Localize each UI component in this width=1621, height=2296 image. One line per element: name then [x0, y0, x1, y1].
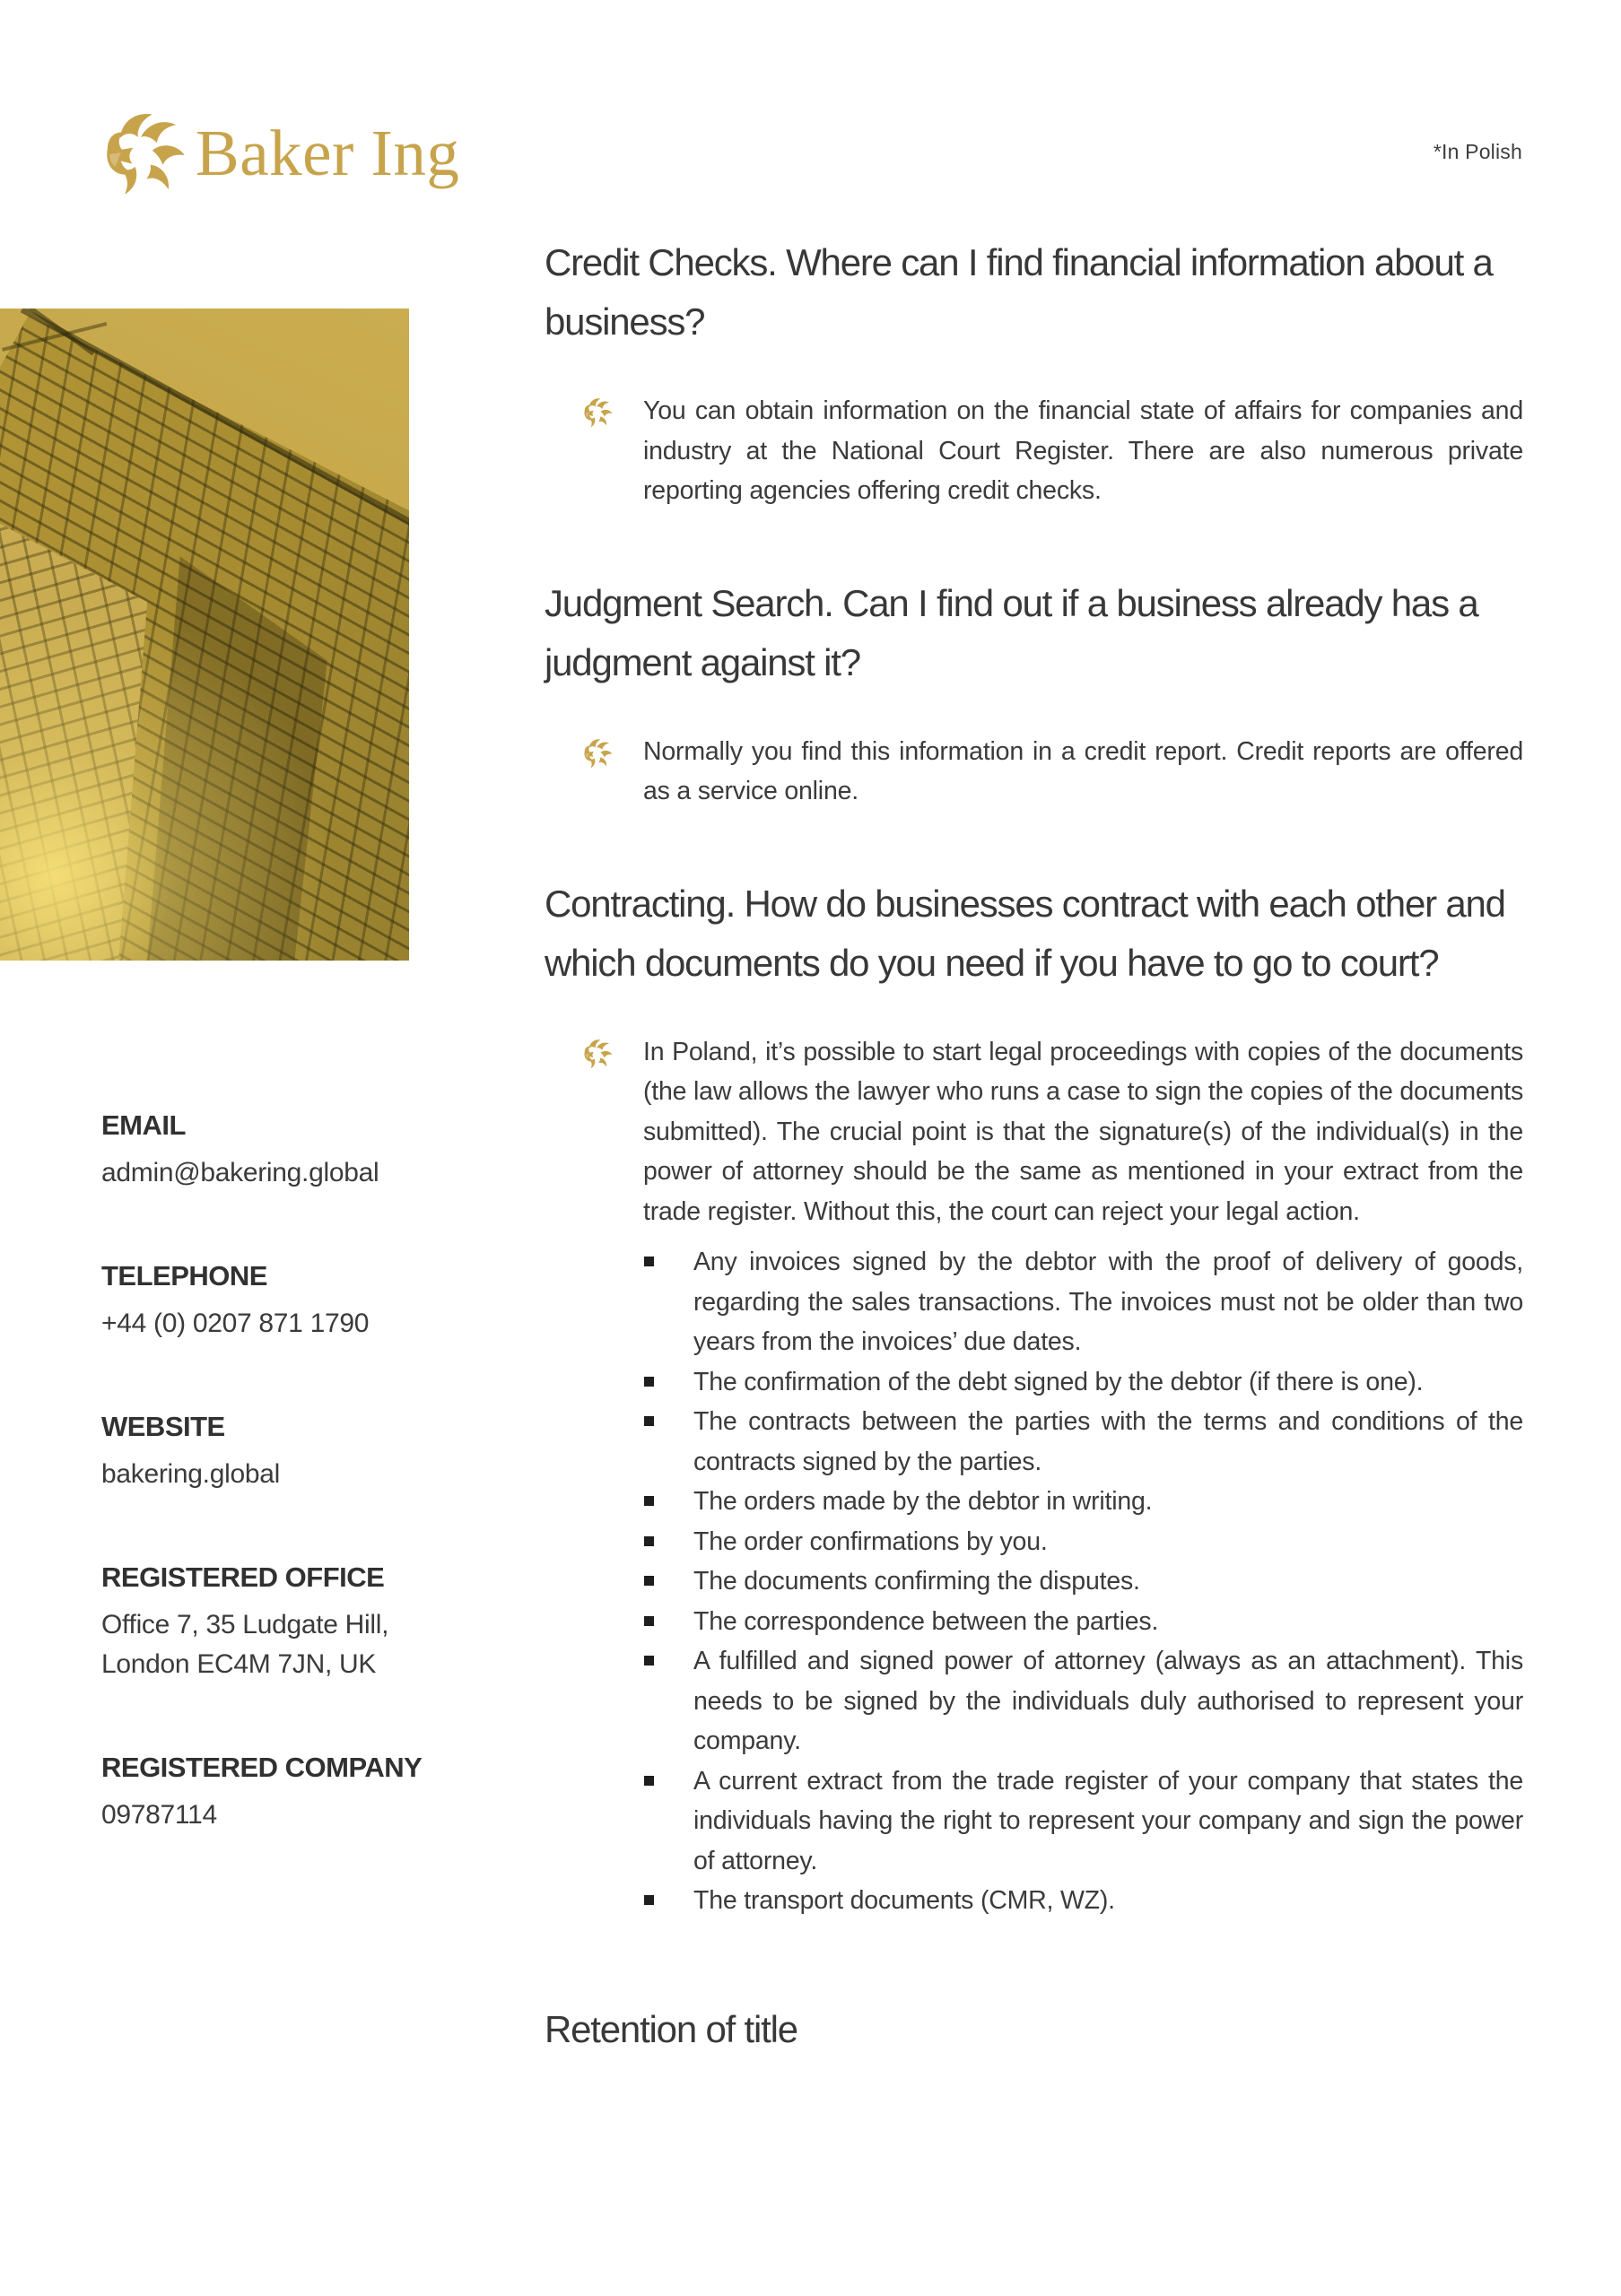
list-item: Any invoices signed by the debtor with the proof of delivery of goods, regarding the sales transactions. The invoices must not be older than two years from the invoices’ due dates. [643, 1242, 1523, 1362]
answer-text: In Poland, it’s possible to start legal proceedings with copies of the documents (the law allows the lawyer who runs a case to sign the copies of the documents submitted). The crucial point is that the signature(s) of the individual(s) in the power of attorney should be the same as mentioned in your extract from the trade register. Without this, the court can reject your legal action. [643, 1037, 1523, 1226]
lion-mark-icon [580, 736, 614, 770]
required-documents-list [545, 1242, 1523, 1921]
contact-label: WEBSITE [101, 1411, 225, 1442]
section-title-contracting: Contracting. How do businesses contract with each other and which documents do you need if you have to go to court? [545, 882, 1505, 984]
answer-text: You can obtain information on the financial state of affairs for companies and industry at the National Court Register. There are also numerous private reporting agencies offering credit checks. [643, 396, 1523, 505]
section-title-credit-checks: Credit Checks. Where can I find financial information about a business? [545, 241, 1493, 343]
answer-block [545, 1032, 1523, 1232]
list-item: The order confirmations by you. [643, 1522, 1523, 1562]
contact-office-line: London EC4M 7JN, UK [101, 1649, 377, 1679]
contact-email-value: admin@bakering.global [101, 1158, 379, 1187]
list-item: The contracts between the parties with the terms and conditions of the contracts signed by the parties. [643, 1402, 1523, 1482]
list-item: The documents confirming the disputes. [643, 1561, 1523, 1602]
contact-label: REGISTERED OFFICE [101, 1561, 385, 1593]
contact-label: EMAIL [101, 1109, 186, 1141]
contact-group-website [101, 1410, 442, 1494]
building-photo [0, 309, 409, 961]
contact-label: REGISTERED COMPANY [101, 1752, 423, 1783]
list-item: A current extract from the trade register of your company that states the individuals having the right to represent your company and sign the power of attorney. [643, 1761, 1523, 1882]
main-content [545, 233, 1523, 2099]
list-item: A fulfilled and signed power of attorney (always as an attachment). This needs to be signed by the individuals duly authorised to represent your company. [643, 1641, 1523, 1761]
contact-sidebar [101, 1109, 442, 1901]
lion-mark-icon [580, 1037, 614, 1071]
contact-company-number: 09787114 [101, 1800, 217, 1830]
contact-telephone-value: +44 (0) 0207 871 1790 [101, 1309, 370, 1338]
list-item: The correspondence between the parties. [643, 1602, 1523, 1642]
contact-group-telephone [101, 1259, 442, 1344]
contact-group-registered-company [101, 1751, 442, 1835]
section-title-retention-of-title: Retention of title [545, 2007, 797, 2050]
list-item: The transport documents (CMR, WZ). [643, 1881, 1523, 1921]
list-item: The orders made by the debtor in writing. [643, 1482, 1523, 1522]
language-note: *In Polish [1433, 140, 1522, 163]
sun-glow [0, 309, 409, 961]
answer-block [545, 391, 1523, 511]
section-title-judgment-search: Judgment Search. Can I find out if a business already has a judgment against it? [545, 581, 1478, 683]
contact-label: TELEPHONE [101, 1260, 267, 1292]
contact-group-email [101, 1109, 442, 1193]
brand-name: Baker Ing [196, 117, 460, 189]
contact-group-registered-office [101, 1561, 442, 1684]
contact-office-line: Office 7, 35 Ludgate Hill, [101, 1610, 389, 1639]
answer-text: Normally you find this information in a credit report. Credit reports are offered as a service online. [643, 736, 1523, 805]
lion-mark-icon [580, 396, 614, 430]
contact-website-value: bakering.global [101, 1459, 280, 1489]
list-item: The confirmation of the debt signed by the debtor (if there is one). [643, 1362, 1523, 1403]
lion-logo-icon [93, 106, 188, 201]
answer-block [545, 732, 1523, 812]
brand-logo [93, 106, 459, 201]
